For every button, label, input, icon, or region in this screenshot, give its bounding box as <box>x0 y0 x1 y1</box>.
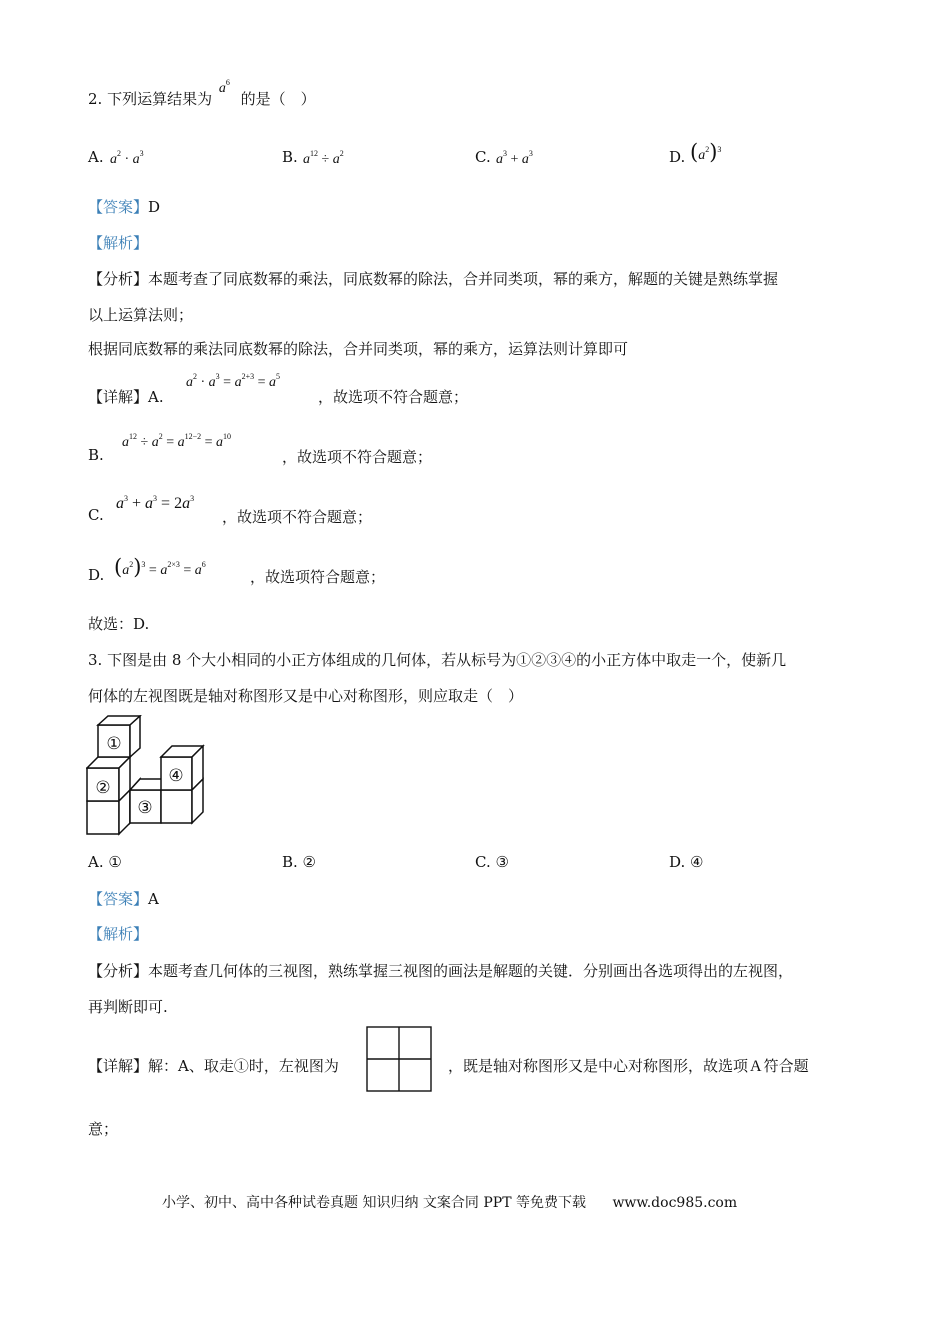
detail-tag: 【详解】 <box>88 1057 149 1075</box>
q2-fenxi-line-3: 根据同底数幂的乘法同底数幂的除法，合并同类项，幂的乘方，运算法则计算即可 <box>88 340 629 358</box>
q2-detail-a-note: ，故选项不符合题意； <box>318 388 469 406</box>
q3-detail-part-2 <box>448 1055 809 1076</box>
option-label: C. <box>475 148 491 166</box>
q3-option-a: A. ① <box>88 853 122 871</box>
q3-option-c: C. ③ <box>475 853 509 871</box>
q2-stem-before: 2. 下列运算结果为 <box>88 90 213 108</box>
q2-option-d <box>669 148 685 166</box>
option-label: D. <box>669 148 686 166</box>
q2-detail-d-label: D. <box>88 566 105 584</box>
detail-text-2: ，既是轴对称图形又是中心对称图形，故选项 <box>448 1057 749 1075</box>
q2-detail-a-formula: $a^2 \cdot a^3 = a^{2+3} = a^5$ <box>186 372 280 390</box>
detail-a-label: A. <box>148 388 164 406</box>
q3-cube-figure <box>86 715 211 840</box>
option-label: A. <box>88 148 104 166</box>
q2-stem-after: 的是（ ） <box>240 90 316 108</box>
q3-stem-line-1: 3. 下图是由 8 个大小相同的小正方体组成的几何体，若从标号为①②③④的小正方体中取走一个，使新几 <box>88 651 787 669</box>
detail-text-3: 符合题 <box>763 1057 809 1075</box>
answer-value: A <box>148 890 159 908</box>
cube-label-4: ④ <box>168 766 184 786</box>
q2-detail-c-formula: $a^3 + a^3 = 2a^3$ <box>116 494 195 512</box>
q2-analysis-tag: 【解析】 <box>88 234 149 252</box>
q2-option-a-formula: $a^2 \cdot a^3$ <box>110 149 144 167</box>
q2-detail-c-note: ，故选项不符合题意； <box>222 508 373 526</box>
cube-label-1: ① <box>106 734 122 754</box>
q2-detail-d-formula: $(a^2)^3 = a^{2\times 3} = a^6$ <box>114 555 206 579</box>
answer-tag: 【答案】 <box>88 198 149 216</box>
q2-stem <box>88 78 316 109</box>
q2-detail-a <box>88 386 164 407</box>
q2-option-d-formula: $(a^2)^3$ <box>690 140 722 164</box>
q3-analysis-tag: 【解析】 <box>88 925 149 943</box>
answer-tag: 【答案】 <box>88 890 149 908</box>
q3-left-view-grid <box>366 1026 432 1092</box>
detail-letter: A <box>750 1058 762 1075</box>
q3-detail-line-2: 意； <box>88 1120 119 1138</box>
q2-detail-b-note: ，故选项不符合题意； <box>282 448 433 466</box>
answer-value: D <box>148 198 161 216</box>
q3-answer <box>88 888 159 909</box>
q2-option-c <box>475 148 491 166</box>
cube-label-2: ② <box>95 778 111 798</box>
fenxi-text: 本题考查几何体的三视图，熟练掌握三视图的画法是解题的关键．分别画出各选项得出的左视图， <box>148 962 794 980</box>
q2-option-c-formula: $a^3 + a^3$ <box>496 149 533 167</box>
footer-url[interactable]: www.doc985.com <box>612 1195 738 1211</box>
q3-option-d: D. ④ <box>669 853 704 871</box>
fenxi-text: 本题考查了同底数幂的乘法，同底数幂的除法，合并同类项，幂的乘方，解题的关键是熟练掌握 <box>148 270 779 288</box>
q3-option-b: B. ② <box>282 853 317 871</box>
q2-conclusion: 故选：D. <box>88 615 150 633</box>
q2-detail-b-label: B. <box>88 446 104 464</box>
q2-stem-formula: $a^6$ <box>218 78 230 96</box>
footer-text: 小学、初中、高中各种试卷真题 知识归纳 文案合同 PPT 等免费下载 <box>162 1195 586 1211</box>
q3-stem-line-2: 何体的左视图既是轴对称图形又是中心对称图形，则应取走（ ） <box>88 687 524 705</box>
page-footer <box>162 1192 737 1212</box>
q2-detail-b-formula: $a^{12} \div a^2 = a^{12-2} = a^{10}$ <box>122 432 232 450</box>
fenxi-tag: 【分析】 <box>88 962 149 980</box>
q2-fenxi-line-1 <box>88 268 778 289</box>
q2-option-b <box>282 148 298 166</box>
q2-answer <box>88 196 160 217</box>
q3-fenxi-line-2: 再判断即可. <box>88 998 168 1016</box>
detail-tag: 【详解】 <box>88 388 149 406</box>
option-label: B. <box>282 148 298 166</box>
q2-option-a <box>88 148 104 166</box>
q2-detail-c-label: C. <box>88 506 104 524</box>
detail-text: 解：A、取走①时，左视图为 <box>148 1057 339 1075</box>
q2-fenxi-line-2: 以上运算法则； <box>88 306 194 324</box>
q2-option-b-formula: $a^{12} \div a^2$ <box>303 149 344 167</box>
q3-fenxi-line-1 <box>88 960 793 981</box>
q3-detail-part-1 <box>88 1055 339 1076</box>
q2-detail-d-note: ，故选项符合题意； <box>250 568 386 586</box>
cube-label-3: ③ <box>137 798 153 818</box>
fenxi-tag: 【分析】 <box>88 270 149 288</box>
